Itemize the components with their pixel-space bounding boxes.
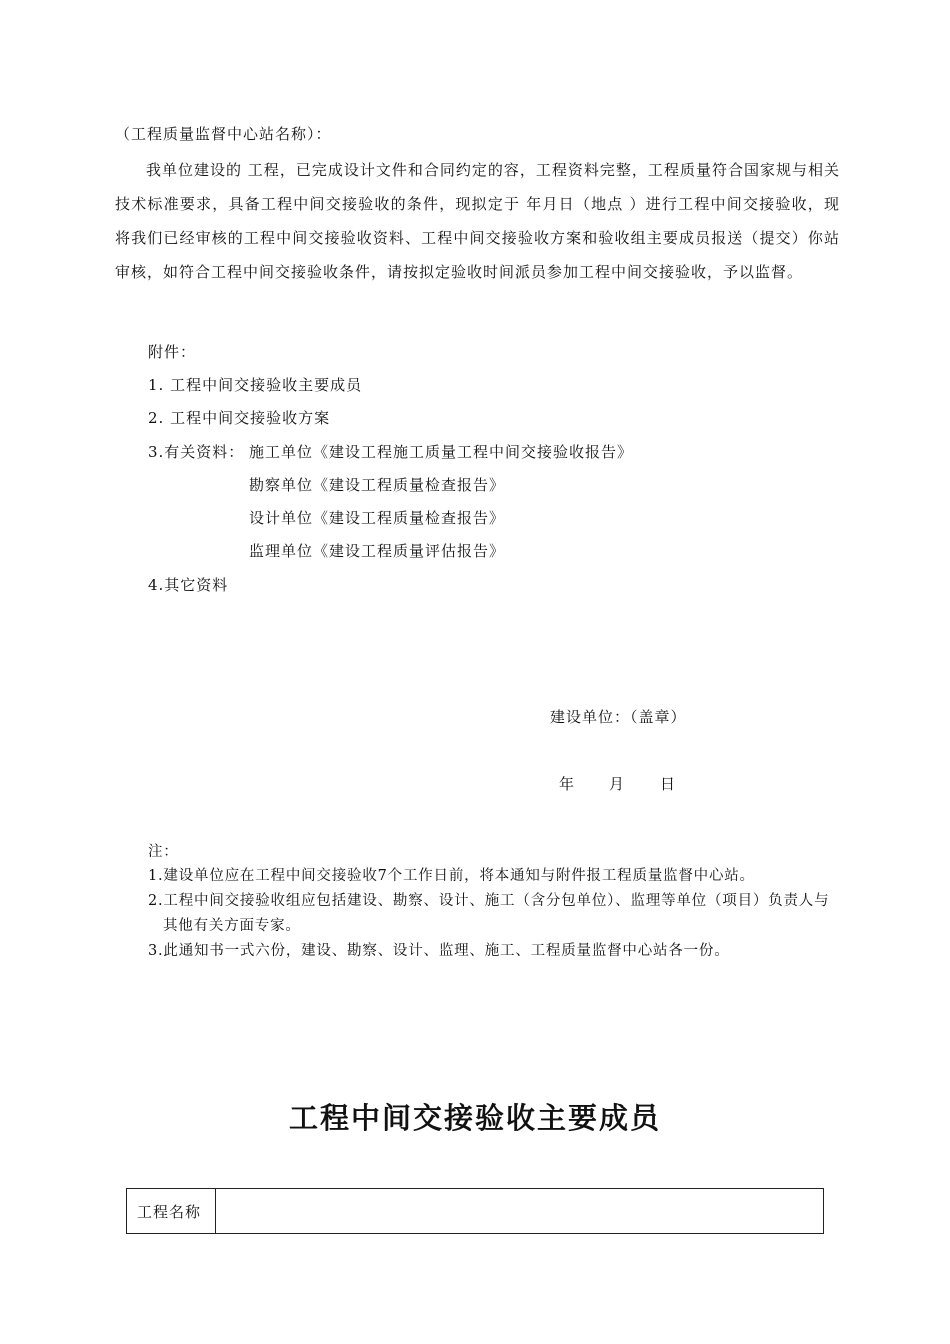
addressee: （工程质量监督中心站名称）： bbox=[115, 125, 332, 143]
signature-day: 日 bbox=[660, 775, 677, 793]
note-item: 1.建设单位应在工程中间交接验收7个工作日前，将本通知与附件报工程质量监督中心站。 bbox=[148, 868, 755, 884]
attachment-item-3-sub: 勘察单位《建设工程质量检查报告》 bbox=[249, 476, 506, 494]
project-name-label: 工程名称 bbox=[127, 1189, 216, 1234]
attachment-item-1: 1. 工程中间交接验收主要成员 bbox=[148, 376, 363, 394]
attachments-label: 附件： bbox=[148, 343, 197, 361]
notice-body: 我单位建设的 工程，已完成设计文件和合同约定的容，工程资料完整，工程质量符合国家规与相关技术标准要求，具备工程中间交接验收的条件，现拟定于 年月日（地点 ）进行工程中间交接验收，现将我们已经审核的工程中间交接验收资料、工程中间交接验收方案和验收组主要成员报送（提交）你站审核，如符合工程中间交接验收条件，请按拟定验收时间派员参加工程中间交接验收，予以监督。 bbox=[115, 161, 840, 281]
note-item bbox=[148, 889, 838, 939]
note-item-text: 2.工程中间交接验收组应包括建设、勘察、设计、施工（含分包单位）、监理等单位（项目）负责人与其他有关方面专家。 bbox=[148, 893, 830, 934]
project-name-field[interactable] bbox=[216, 1189, 824, 1234]
notes-label: 注： bbox=[148, 844, 179, 860]
members-title: 工程中间交接验收主要成员 bbox=[288, 1101, 661, 1135]
attachment-item-3-label: 3.有关资料： bbox=[148, 443, 245, 461]
attachment-item-3-sub: 设计单位《建设工程质量检查报告》 bbox=[249, 509, 506, 527]
signature-year: 年 bbox=[559, 775, 576, 793]
attachment-item-3-sub: 监理单位《建设工程质量评估报告》 bbox=[249, 542, 506, 560]
table-row bbox=[127, 1189, 824, 1234]
members-table bbox=[126, 1188, 824, 1234]
signature-month: 月 bbox=[609, 775, 626, 793]
signature-unit: 建设单位：（盖章） bbox=[550, 708, 687, 726]
note-item: 3.此通知书一式六份，建设、勘察、设计、监理、施工、工程质量监督中心站各一份。 bbox=[148, 943, 730, 959]
attachment-item-2: 2. 工程中间交接验收方案 bbox=[148, 409, 331, 427]
attachment-item-3-sub: 施工单位《建设工程施工质量工程中间交接验收报告》 bbox=[249, 443, 634, 461]
attachment-item-4: 4.其它资料 bbox=[148, 576, 229, 594]
